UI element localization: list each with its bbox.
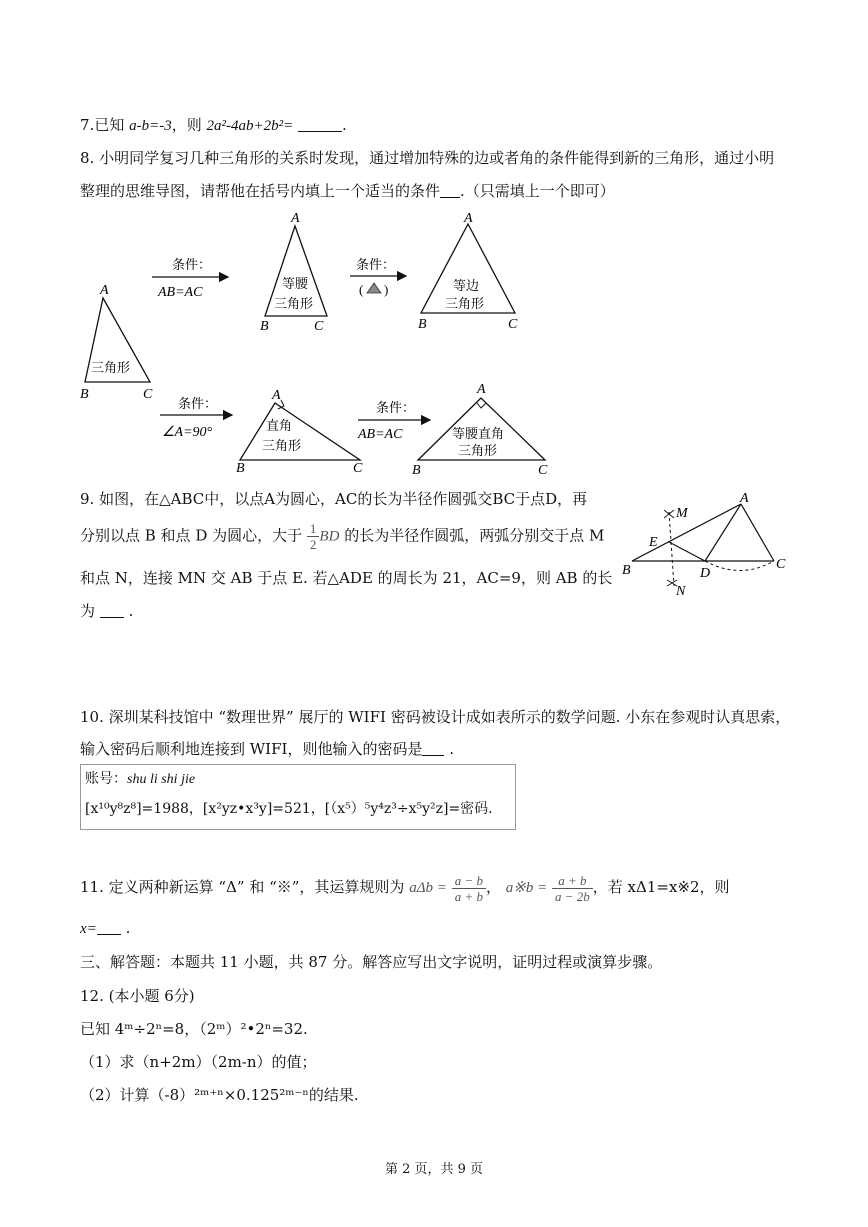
- question-12-given: 已知 4ᵐ÷2ⁿ=8，（2ᵐ）²•2ⁿ=32.: [80, 1020, 308, 1038]
- svg-text:C: C: [776, 557, 786, 572]
- label-A: A: [100, 283, 109, 298]
- answer-blank[interactable]: [422, 741, 444, 756]
- question-12-header: 12. (本小题 6分): [80, 987, 195, 1005]
- svg-text:A: A: [477, 382, 486, 397]
- condition-word-2: 条件：: [356, 257, 396, 272]
- question-10-line-1: 10. 深圳某科技馆中 “数理世界” 展厅的 WIFI 密码被设计成如表所示的数学问题. 小东在参观时认真思索，: [80, 708, 791, 726]
- svg-text:N: N: [676, 584, 686, 598]
- svg-text:): ): [384, 282, 389, 297]
- svg-text:A: A: [464, 211, 473, 226]
- q9-figure: [612, 488, 812, 598]
- question-9-line-4: 为 .: [80, 602, 134, 620]
- answer-blank[interactable]: [100, 603, 124, 618]
- svg-text:C: C: [538, 463, 548, 478]
- svg-text:C: C: [353, 461, 363, 476]
- fraction-half: $\frac{1}{2}$: [307, 521, 320, 552]
- question-7: 7.已知 a-b=-3，则 2a²-4ab+2b²= .: [80, 116, 347, 134]
- svg-text:等边: 等边: [453, 278, 480, 293]
- svg-text:等腰直角: 等腰直角: [452, 426, 505, 441]
- svg-text:三角形: 三角形: [458, 443, 498, 458]
- svg-text:B: B: [418, 317, 427, 332]
- section-3-heading: 三、解答题：本题共 11 小题，共 87 分。解答应写出文字说明，证明过程或演算步骤。: [80, 953, 663, 971]
- label-C: C: [143, 387, 153, 402]
- question-9-line-1: 9. 如图，在△ABC中，以点A为圆心，AC的长为半径作圆弧交BC于点D，再: [80, 490, 588, 508]
- svg-text:B: B: [622, 563, 631, 578]
- svg-text:A: A: [740, 491, 749, 506]
- condition-word-3: 条件：: [178, 396, 218, 411]
- answer-blank[interactable]: [97, 920, 121, 935]
- svg-text:三角形: 三角形: [274, 296, 314, 311]
- svg-text:D: D: [700, 566, 711, 581]
- svg-text:B: B: [236, 461, 245, 476]
- svg-text:E: E: [649, 535, 658, 550]
- svg-text:等腰: 等腰: [282, 276, 309, 291]
- question-9-line-3: 和点 N，连接 MN 交 AB 于点 E. 若△ADE 的周长为 21，AC=9，则 AB 的长: [80, 569, 613, 587]
- question-11-line-2: x= .: [80, 919, 131, 937]
- condition-3: ∠A=90°: [162, 425, 213, 440]
- condition-4: AB=AC: [358, 427, 403, 442]
- triangle-placeholder-icon: [367, 283, 381, 293]
- condition-2-blank: (: [359, 282, 364, 297]
- question-12-part-2: （2）计算（-8）²ᵐ⁺ⁿ×0.125²ᵐ⁻ⁿ的结果.: [80, 1086, 359, 1104]
- svg-text:B: B: [412, 463, 421, 478]
- svg-text:C: C: [314, 319, 324, 334]
- fraction-op2: $\frac{a + b}{a - 2b}$: [552, 873, 593, 904]
- svg-text:三角形: 三角形: [445, 296, 485, 311]
- svg-text:B: B: [260, 319, 269, 334]
- question-12-part-1: （1）求（n+2m）（2m-n）的值；: [80, 1053, 317, 1071]
- condition-word-4: 条件：: [376, 400, 416, 415]
- page-footer: 第 2 页，共 9 页: [384, 1162, 484, 1177]
- question-8-line-1: 8. 小明同学复习几种三角形的关系时发现，通过增加特殊的边或者角的条件能得到新的三角形，通过小明: [80, 149, 775, 167]
- svg-text:直角: 直角: [266, 418, 293, 433]
- label-B: B: [80, 387, 89, 402]
- q8-mind-map: [0, 0, 868, 490]
- svg-text:C: C: [508, 317, 518, 332]
- svg-text:三角形: 三角形: [262, 438, 302, 453]
- fraction-op1: $\frac{a - b}{a + b}$: [452, 873, 486, 904]
- wifi-password-box: 账号：shu li shi jie [x¹⁰y⁸z⁸]=1988，[x²yz•x³y]=521，[（x⁵）⁵y⁴z³÷x⁵y²z]=密码.: [80, 764, 516, 830]
- condition-word-1: 条件：: [172, 257, 212, 272]
- svg-text:A: A: [272, 388, 281, 403]
- condition-1: AB=AC: [158, 285, 203, 300]
- svg-text:A: A: [291, 211, 300, 226]
- svg-text:M: M: [676, 506, 688, 521]
- question-9-line-2: 分别以点 B 和点 D 为圆心，大于 $\frac{1}{2}$ BD 的长为半径作圆弧，两弧分别交于点 M: [80, 521, 605, 552]
- question-8-line-2: 整理的思维导图，请帮他在括号内填上一个适当的条件 .（只需填上一个即可）: [80, 182, 615, 200]
- question-11-line-1: 11. 定义两种新运算 “Δ” 和 “※”，其运算规则为 aΔb = $\frac{a - b}{a + b}$ ， a※b = $\frac{a + b}{a - 2b}$ ，若 xΔ1=x※2，则: [80, 872, 730, 904]
- question-10-line-2: 输入密码后顺利地连接到 WIFI，则他输入的密码是 .: [80, 740, 455, 758]
- triangle-general-label: 三角形: [91, 360, 131, 375]
